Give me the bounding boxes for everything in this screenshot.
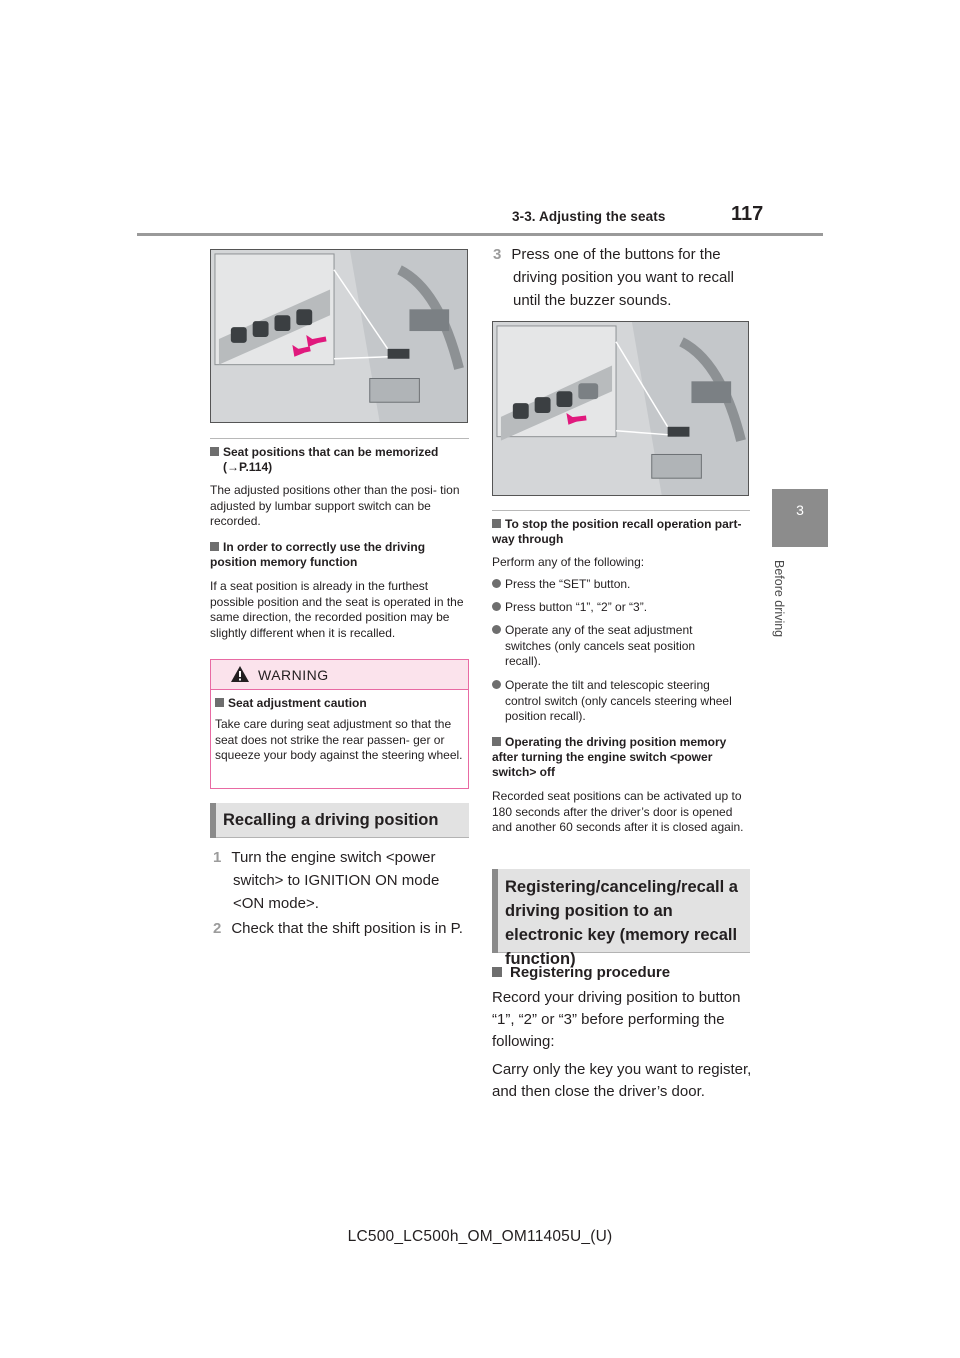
list-item: Operate the tilt and telescopic steering control switch (only cancels steering wheel position recall).: [492, 678, 747, 725]
note-memory-function-body: If a seat position is already in the furthest possible position and the seat is operated in the same direction, the recorded position may be slightly different when it is recalled.: [210, 579, 464, 640]
note-seat-positions-title: Seat positions that can be memorized (→P.114): [210, 445, 469, 475]
step-1: 1 Turn the engine switch <power switch> to IGNITION ON mode <ON mode>.: [213, 849, 440, 912]
note-stop-recall-title: To stop the position recall operation part-way through: [492, 517, 742, 546]
section-title-recalling: Recalling a driving position: [223, 811, 439, 829]
registering-paragraph-2: Carry only the key you want to register, and then close the driver’s door.: [492, 1061, 752, 1100]
header-rule: [137, 233, 823, 236]
warning-title: WARNING: [258, 667, 329, 683]
square-bullet-icon: [492, 967, 502, 977]
footer-document-id: LC500_LC500h_OM_OM11405U_(U): [347, 1228, 613, 1245]
seat-memory-buttons-photo: [210, 249, 468, 423]
note-engine-off-title: Operating the driving position memory after turning the engine switch <power switch> off: [492, 735, 727, 779]
chapter-tab: [772, 489, 828, 547]
round-bullet-icon: [492, 625, 501, 634]
square-bullet-icon: [492, 737, 501, 746]
section-title-registering: Registering/canceling/recall a driving position to an electronic key (memory recall function): [505, 878, 738, 968]
square-bullet-icon: [210, 542, 219, 551]
list-item: Press the “SET” button.: [492, 577, 750, 593]
warning-triangle-icon: [230, 665, 250, 683]
list-item: Press button “1”, “2” or “3”.: [492, 600, 750, 616]
round-bullet-icon: [492, 602, 501, 611]
registering-paragraph-1: Record your driving position to button “1”, “2” or “3” before performing the following:: [492, 989, 741, 1050]
header-section-title: 3-3. Adjusting the seats: [512, 209, 666, 224]
list-item: Operate any of the seat adjustment switches (only cancels seat position recall).: [492, 623, 732, 670]
note-engine-off-body: Recorded seat positions can be activated up to 180 seconds after the driver’s door is opened and another 60 seconds after it is closed again.: [492, 789, 744, 834]
square-bullet-icon: [215, 698, 224, 707]
set-button-photo: [492, 321, 749, 496]
warning-item-title: Seat adjustment caution: [215, 696, 465, 711]
warning-body: Take care during seat adjustment so that the seat does not strike the rear passen- ger or squeeze your body against the steering wheel.: [215, 717, 463, 762]
section-accent: [492, 869, 498, 953]
round-bullet-icon: [492, 579, 501, 588]
step-2: 2 Check that the shift position is in P.: [213, 920, 463, 937]
square-bullet-icon: [492, 519, 501, 528]
note-divider: [210, 438, 469, 439]
chapter-label: Before driving: [772, 560, 786, 638]
subsection-registering-procedure: Registering procedure: [492, 963, 670, 983]
page-reference: (→P.114): [223, 460, 273, 474]
note-seat-positions-body: The adjusted positions other than the posi- tion adjusted by lumbar support switch can be recorded.: [210, 483, 460, 528]
step-3: 3 Press one of the buttons for the driving position you want to recall until the buzzer sounds.: [493, 246, 734, 309]
square-bullet-icon: [210, 447, 219, 456]
note-divider: [492, 510, 750, 511]
note-stop-recall-intro: Perform any of the following:: [492, 555, 645, 569]
round-bullet-icon: [492, 680, 501, 689]
page-number: 117: [731, 203, 764, 225]
note-memory-function-title: In order to correctly use the driving position memory function: [210, 540, 426, 569]
section-accent: [210, 803, 216, 838]
chapter-number: 3: [796, 502, 804, 518]
